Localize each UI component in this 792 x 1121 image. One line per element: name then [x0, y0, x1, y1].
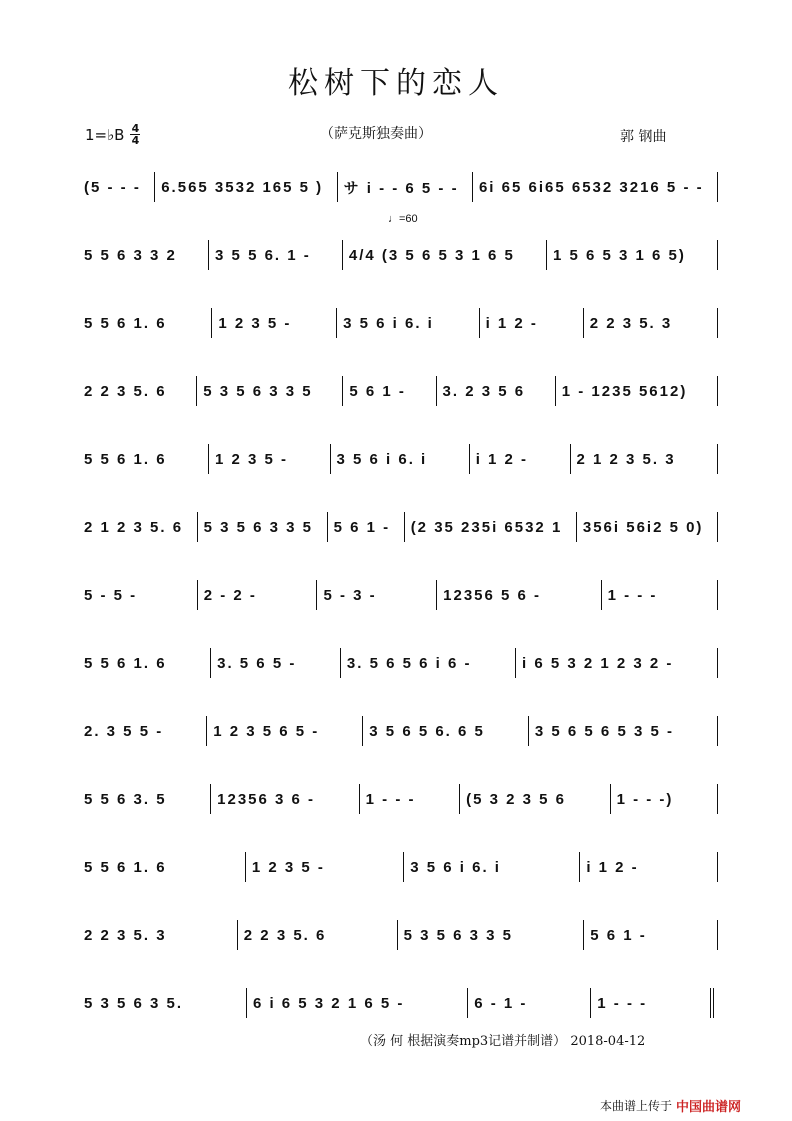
- barline: [717, 920, 718, 950]
- time-top: 4: [131, 122, 140, 135]
- measure: 5 5 6 3 3 2: [84, 246, 177, 264]
- measure: 3 5 6 5 6. 6 5: [369, 722, 485, 740]
- footer-text: 本曲谱上传于: [600, 1099, 673, 1113]
- site-logo: 中国曲谱网: [676, 1100, 742, 1115]
- measure: 5 5 6 1. 6: [84, 858, 167, 876]
- measure-row: [78, 988, 718, 1018]
- composer: 郭 钢曲: [620, 129, 667, 145]
- measure: (2 35 235i 6532 1: [410, 518, 563, 536]
- score-line: [78, 908, 718, 976]
- measure: 2 - 2 -: [203, 586, 257, 604]
- barline: [717, 512, 718, 542]
- measure: 1 - - -: [365, 790, 416, 808]
- measure: 5 5 6 1. 6: [84, 654, 167, 672]
- measure: 5 - 5 -: [84, 586, 138, 604]
- time-bottom: 4: [131, 134, 140, 147]
- measure-row: [78, 172, 718, 202]
- measure: 2 1 2 3 5. 6: [84, 518, 184, 536]
- measure: 5 6 1 -: [333, 518, 391, 536]
- barline: [717, 580, 718, 610]
- measure: 1 - - -): [616, 790, 674, 808]
- measure: 3. 5 6 5 6 i 6 -: [346, 654, 472, 672]
- measure-row: [78, 580, 718, 610]
- barline: [710, 988, 718, 1018]
- measure-row: [78, 308, 718, 338]
- measure: 1 2 3 5 -: [251, 858, 325, 876]
- measure: 3 5 5 6. 1 -: [215, 246, 311, 264]
- barline: [717, 716, 718, 746]
- measure: 5 5 6 1. 6: [84, 450, 167, 468]
- measure-row: [78, 376, 718, 406]
- score-body: [78, 160, 718, 1044]
- measure-row: [78, 784, 718, 814]
- measure: 5 6 1 -: [590, 926, 647, 944]
- score-line: [78, 840, 718, 908]
- measure: 1 2 3 5 6 5 -: [213, 722, 320, 740]
- measure: 6 - 1 -: [474, 994, 528, 1012]
- site-footer: [600, 1096, 741, 1115]
- measure-row: [78, 444, 718, 474]
- barline: [717, 172, 718, 202]
- measure: 5 5 6 1. 6: [84, 314, 167, 332]
- measure: 5 3 5 6 3 3 5: [203, 518, 314, 536]
- barline: [717, 648, 718, 678]
- measure: 2 2 3 5. 3: [589, 314, 673, 332]
- measure: 1 - 1235 5612): [561, 382, 688, 400]
- score-line: [78, 432, 718, 500]
- measure: 1 2 3 5 -: [215, 450, 289, 468]
- measure: 5 3 5 6 3 3 5: [403, 926, 513, 944]
- score-line: [78, 296, 718, 364]
- measure: 5 - 3 -: [323, 586, 377, 604]
- score-line: [78, 500, 718, 568]
- measure: i 1 2 -: [475, 450, 529, 468]
- measure: 1 - - -: [597, 994, 648, 1012]
- measure: 2. 3 5 5 -: [84, 722, 164, 740]
- score-title: 松树下的恋人: [288, 66, 504, 101]
- measure: i 1 2 -: [485, 314, 538, 332]
- measure: 2 2 3 5. 3: [84, 926, 167, 944]
- transcription-credit: （汤 何 根据演奏mp3记谱并制谱） 2018-04-12: [360, 1034, 646, 1049]
- measure: 356i 56i2 5 0): [582, 518, 704, 536]
- time-signature: [130, 123, 140, 146]
- measure-row: [78, 920, 718, 950]
- measure: (5 - - -: [84, 178, 141, 196]
- score-line: [78, 704, 718, 772]
- measure: サ i - - 6 5 - -: [343, 179, 459, 197]
- measure: i 1 2 -: [586, 858, 639, 876]
- measure: 2 2 3 5. 6: [84, 382, 167, 400]
- measure: 5 3 5 6 3 5.: [84, 994, 184, 1012]
- barline: [717, 308, 718, 338]
- key-label: 1=♭B: [85, 125, 125, 144]
- measure: (5 3 2 3 5 6: [466, 790, 566, 808]
- measure: 3. 2 3 5 6: [442, 382, 526, 400]
- measure: 5 3 5 6 3 3 5: [203, 382, 313, 400]
- score-line: [78, 772, 718, 840]
- measure: i 6 5 3 2 1 2 3 2 -: [522, 654, 674, 672]
- measure: 3 5 6 i 6. i: [410, 858, 501, 876]
- measure: 6i 65 6i65 6532 3216 5 - -: [478, 178, 704, 196]
- measure: 4/4 (3 5 6 5 3 1 6 5: [348, 246, 515, 264]
- measure: 5 6 1 -: [349, 382, 406, 400]
- tempo-mark: ♩=60: [388, 213, 418, 225]
- measure: 1 - - -: [607, 586, 658, 604]
- barline: [717, 240, 718, 270]
- measure-row: [78, 512, 718, 542]
- measure-row: [78, 240, 718, 270]
- measure: 5 5 6 3. 5: [84, 790, 167, 808]
- measure-row: [78, 716, 718, 746]
- measure: 6.565 3532 165 5 ): [161, 178, 324, 196]
- measure: 3. 5 6 5 -: [217, 654, 297, 672]
- measure: 3 5 6 i 6. i: [343, 314, 434, 332]
- measure-row: [78, 648, 718, 678]
- measure: 2 1 2 3 5. 3: [576, 450, 676, 468]
- key-signature: [85, 123, 140, 146]
- score-line: [78, 636, 718, 704]
- score-subtitle: （萨克斯独奏曲）: [320, 126, 432, 142]
- measure: 1 5 6 5 3 1 6 5): [552, 246, 686, 264]
- measure: 3 5 6 5 6 5 3 5 -: [534, 722, 674, 740]
- measure: 6 i 6 5 3 2 1 6 5 -: [252, 994, 405, 1012]
- barline: [717, 444, 718, 474]
- measure: 3 5 6 i 6. i: [336, 450, 428, 468]
- measure: 12356 3 6 -: [217, 790, 316, 808]
- score-line: [78, 568, 718, 636]
- barline: [717, 784, 718, 814]
- measure: 2 2 3 5. 6: [243, 926, 327, 944]
- measure-row: [78, 852, 718, 882]
- measure: 1 2 3 5 -: [218, 314, 292, 332]
- score-line: [78, 160, 718, 228]
- score-line: [78, 364, 718, 432]
- measure: 12356 5 6 -: [443, 586, 542, 604]
- barline: [717, 852, 718, 882]
- score-line: [78, 228, 718, 296]
- barline: [717, 376, 718, 406]
